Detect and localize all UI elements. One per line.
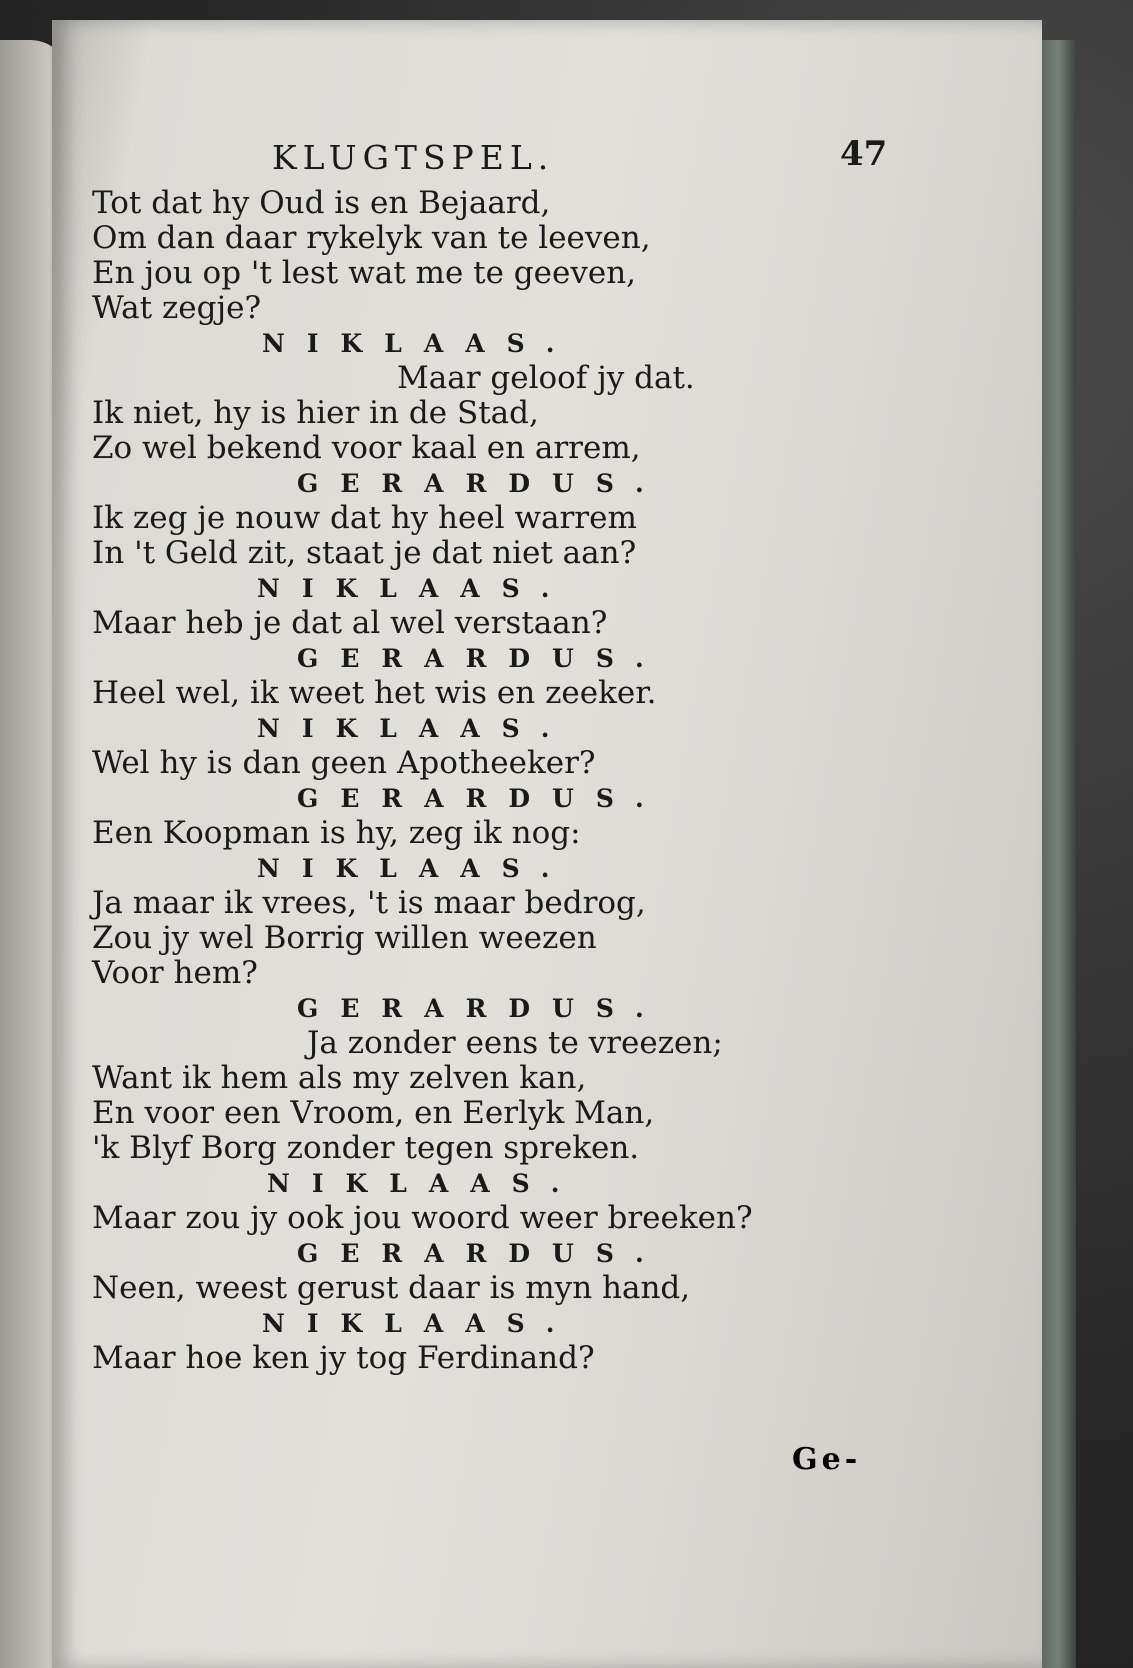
speaker-name: NIKLAAS. [257, 574, 572, 603]
verse-line: 'k Blyf Borg zonder tegen spreken. [92, 1130, 640, 1166]
page-text [92, 120, 892, 1376]
speaker-name: NIKLAAS. [267, 1169, 582, 1198]
speaker-name: GERARDUS. [297, 469, 666, 498]
verse-line: Wat zegje? [92, 290, 262, 326]
verse-line: Maar zou jy ook jou woord weer breeken? [92, 1200, 753, 1236]
verse-line: En voor een Vroom, en Eerlyk Man, [92, 1095, 655, 1131]
verse-line: Een Koopman is hy, zeg ik nog: [92, 815, 581, 851]
speaker-name: GERARDUS. [297, 1239, 666, 1268]
verse-line: In 't Geld zit, staat je dat niet aan? [92, 535, 637, 571]
verse-line: Om dan daar rykelyk van te leeven, [92, 220, 651, 256]
verse-line: Maar geloof jy dat. [397, 360, 695, 396]
verse-line: Voor hem? [92, 955, 258, 991]
verse-line: Ja maar ik vrees, 't is maar bedrog, [92, 885, 646, 921]
verse-line: Zo wel bekend voor kaal en arrem, [92, 430, 641, 466]
speaker-name: NIKLAAS. [257, 714, 572, 743]
catchword: Ge- [792, 1442, 862, 1477]
verse-line: Ik niet, hy is hier in de Stad, [92, 395, 539, 431]
speaker-name: GERARDUS. [297, 994, 666, 1023]
verse-line: Wel hy is dan geen Apotheeker? [92, 745, 596, 781]
verse-line: Tot dat hy Oud is en Bejaard, [92, 185, 551, 221]
speaker-name: NIKLAAS. [257, 854, 572, 883]
verse-line: Neen, weest gerust daar is myn hand, [92, 1270, 691, 1306]
verse-line: Want ik hem als my zelven kan, [92, 1060, 587, 1096]
text-lines [92, 186, 892, 1376]
page-number: 47 [840, 134, 888, 174]
speaker-name: GERARDUS. [297, 784, 666, 813]
verse-line: Ik zeg je nouw dat hy heel warrem [92, 500, 637, 536]
speaker-name: NIKLAAS. [262, 1309, 577, 1338]
verse-line: Zou jy wel Borrig willen weezen [92, 920, 597, 956]
verse-line: Ja zonder eens te vreezen; [307, 1025, 723, 1061]
book-cover-edge [1040, 40, 1076, 1668]
running-title: KLUGTSPEL. [272, 138, 555, 177]
book-page [52, 20, 1042, 1668]
verse-line: Maar heb je dat al wel verstaan? [92, 605, 608, 641]
page-header [92, 120, 892, 186]
verse-line: En jou op 't lest wat me te geeven, [92, 255, 637, 291]
speaker-name: NIKLAAS. [262, 329, 577, 358]
speaker-name: GERARDUS. [297, 644, 666, 673]
verse-line: Heel wel, ik weet het wis en zeeker. [92, 675, 657, 711]
verse-line: Maar hoe ken jy tog Ferdinand? [92, 1340, 595, 1376]
